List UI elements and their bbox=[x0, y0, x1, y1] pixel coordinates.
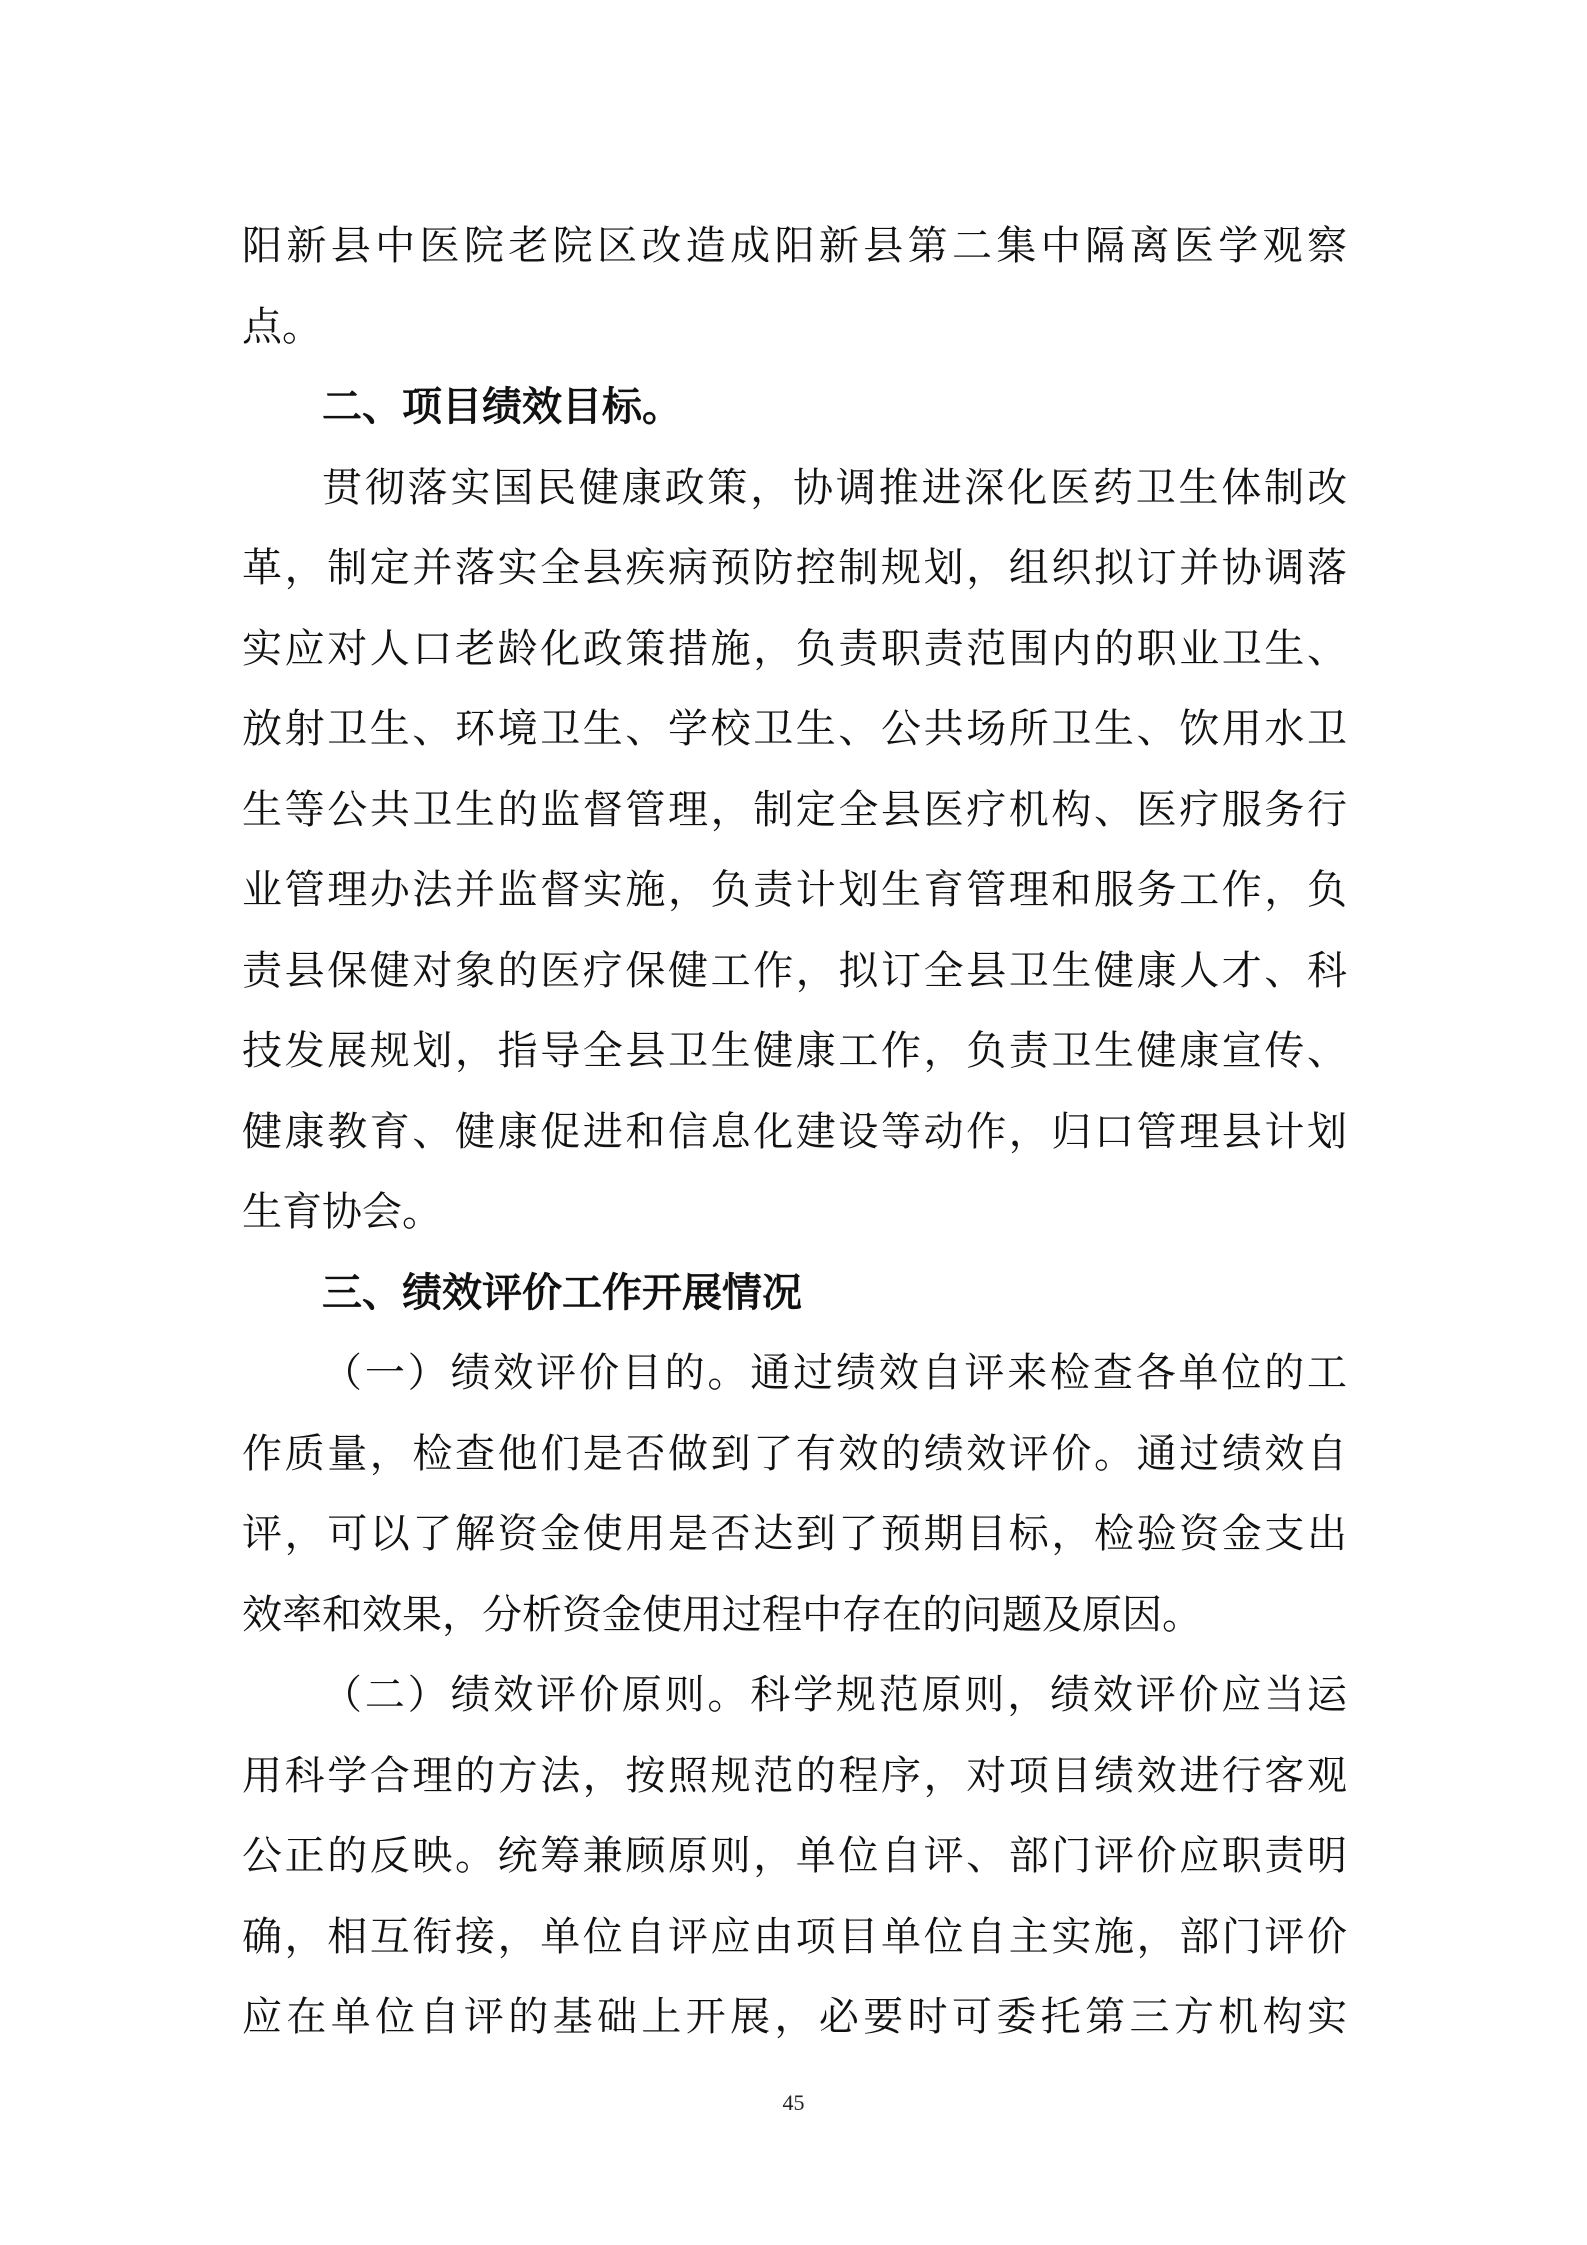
paragraph-line: 公正的反映。统筹兼顾原则，单位自评、部门评价应职责明 bbox=[242, 1833, 1347, 1879]
paragraph-line: 贯彻落实国民健康政策，协调推进深化医药卫生体制改 bbox=[322, 464, 1347, 511]
body-text bbox=[242, 206, 1347, 2058]
paragraph-line: 生育协会。 bbox=[242, 1189, 442, 1235]
page-number: 45 bbox=[782, 2090, 805, 2115]
paragraph-line: 用科学合理的方法，按照规范的程序，对项目绩效进行客观 bbox=[242, 1752, 1347, 1799]
paragraph-line: 评，可以了解资金使用是否达到了预期目标，检验资金支出 bbox=[242, 1511, 1347, 1557]
paragraph-line: 点。 bbox=[242, 303, 322, 350]
paragraph-line: 业管理办法并监督实施，负责计划生育管理和服务工作，负 bbox=[242, 867, 1347, 913]
paragraph-line: 阳新县中医院老院区改造成阳新县第二集中隔离医学观察 bbox=[242, 223, 1347, 269]
paragraph-line: 健康教育、健康促进和信息化建设等动作，归口管理县计划 bbox=[242, 1108, 1347, 1155]
paragraph-line: 技发展规划，指导全县卫生健康工作，负责卫生健康宣传、 bbox=[242, 1028, 1347, 1074]
paragraph-line: 作质量，检查他们是否做到了有效的绩效评价。通过绩效自 bbox=[242, 1430, 1347, 1477]
paragraph-line: 实应对人口老龄化政策措施，负责职责范围内的职业卫生、 bbox=[242, 625, 1347, 672]
paragraph-line: 责县保健对象的医疗保健工作，拟订全县卫生健康人才、科 bbox=[242, 947, 1347, 994]
section-heading: 三、绩效评价工作开展情况 bbox=[322, 1269, 802, 1316]
paragraph-line: 应在单位自评的基础上开展，必要时可委托第三方机构实 bbox=[242, 1994, 1347, 2040]
paragraph-line: 效率和效果，分析资金使用过程中存在的问题及原因。 bbox=[242, 1591, 1202, 1638]
paragraph-line: 确，相互衔接，单位自评应由项目单位自主实施，部门评价 bbox=[242, 1913, 1347, 1960]
paragraph-line: （二）绩效评价原则。科学规范原则，绩效评价应当运 bbox=[322, 1672, 1347, 1718]
paragraph-line: （一）绩效评价目的。通过绩效自评来检查各单位的工 bbox=[322, 1350, 1347, 1396]
paragraph-line: 生等公共卫生的监督管理，制定全县医疗机构、医疗服务行 bbox=[242, 786, 1347, 833]
paragraph-line: 放射卫生、环境卫生、学校卫生、公共场所卫生、饮用水卫 bbox=[242, 706, 1347, 752]
section-heading: 二、项目绩效目标。 bbox=[322, 384, 682, 430]
paragraph-line: 革，制定并落实全县疾病预防控制规划，组织拟订并协调落 bbox=[242, 545, 1347, 591]
